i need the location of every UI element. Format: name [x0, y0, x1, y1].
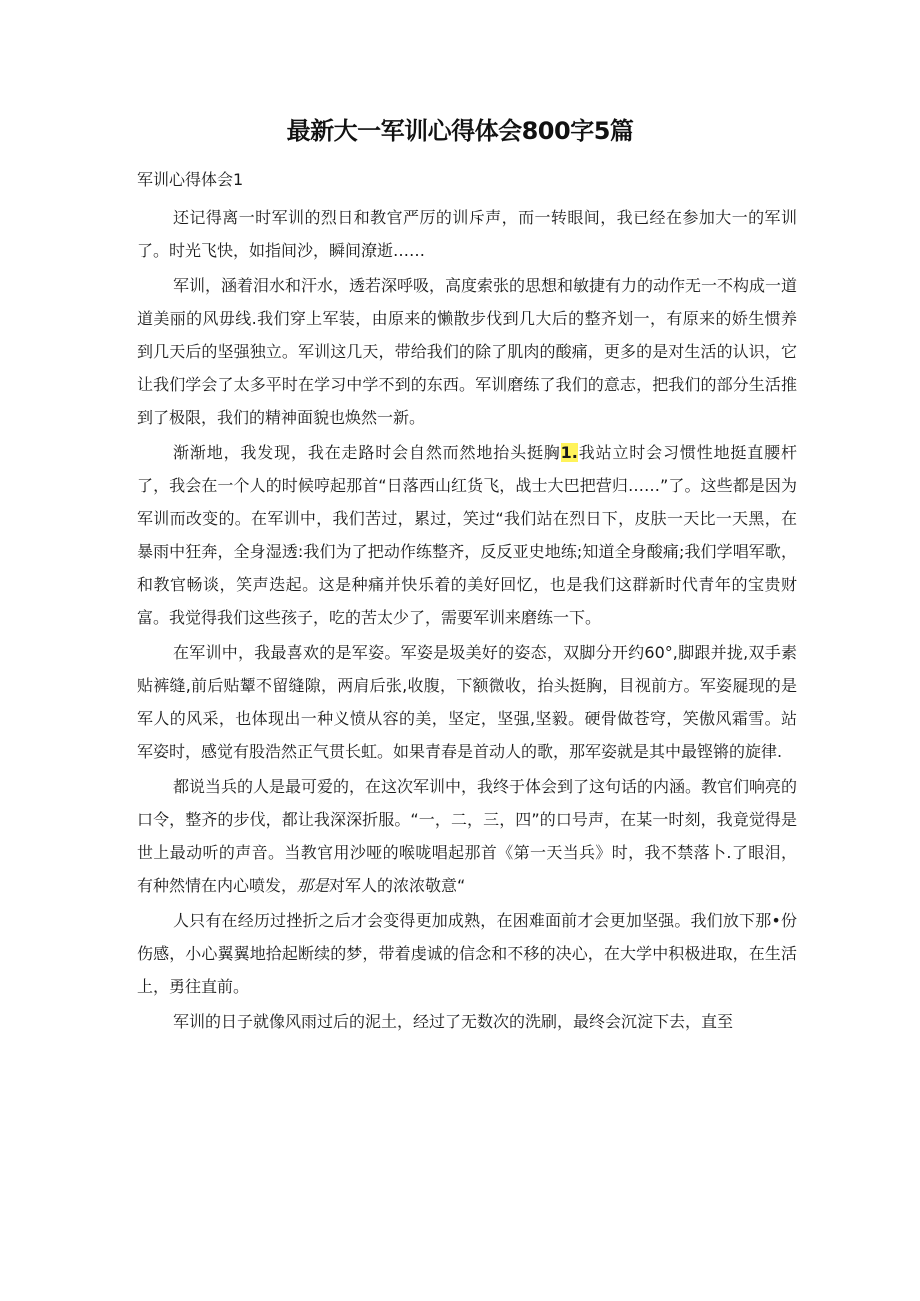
- paragraph-1: 还记得离一时军训的烈日和教官严厉的训斥声，而一转眼间，我已经在参加大一的军训了。时光飞快，如指间沙，瞬间潦逝……: [137, 208, 797, 260]
- document-body: [137, 201, 797, 1040]
- paragraph-6: 人只有在经历过挫折之后才会变得更加成熟，在困难面前才会更加坚强。我们放下那•份伤感，小心翼翼地拾起断续的梦，带着虔诚的信念和不移的决心，在大学中积极进取，在生活上，勇往直前。: [137, 911, 797, 996]
- paragraph-7: 军训的日子就像风雨过后的泥土，经过了无数次的洗刷，最终会沉淀下去，直至: [173, 1012, 734, 1031]
- paragraph-3: [137, 436, 797, 634]
- paragraph-3-text-a: 渐渐地，我发现，我在走路时会自然而然地抬头挺胸: [173, 443, 561, 462]
- paragraph-3-text-b: 我站立时会习惯性地挺直腰杆了，我会在一个人的时候哼起那首“日落西山红货飞，战士大巴把营归……”了。这些都是因为军训而改变的。在军训中，我们苦过，累过，笑过“我们站在烈日下，皮肤一天比一天黑，在暴雨中狂奔，全身湿透:我们为了把动作练整齐，反反亚史地练;知道全身酸痛;我们学唱军歌，和教官畅谈，笑声迭起。这是种痛并快乐着的美好回忆，也是我们这群新时代青年的宝贵财富。我觉得我们这些孩子，吃的苦太少了，需要军训来磨练一下。: [137, 443, 797, 627]
- paragraph-5-text-b: 对军人的浓浓敬意“: [329, 876, 466, 895]
- section-heading: 军训心得体会1: [137, 170, 244, 189]
- paragraph-4: 在军训中，我最喜欢的是军姿。军姿是圾美好的姿态，双脚分开约60°,脚跟并拢,双手素贴裤缝,前后贴颦不留缝隙，两肩后张,收腹，下额微收，抬头挺胸，目视前方。军姿屣现的是军人的风采，也体现出一种义愤从容的美，坚定，坚强,坚毅。硬骨做苍穹，笑傲风霜雪。站军姿时，感觉有股浩然正气贯长虹。如果青春是首动人的歌，那军姿就是其中最铿锵的旋律.: [137, 643, 797, 761]
- paragraph-5-italic: 那是: [297, 876, 330, 895]
- paragraph-2: 军训，涵着泪水和汗水，透若深呼吸，高度索张的思想和敏捷有力的动作无一不构成一道道美丽的风毋线.我们穿上军装，由原来的懒散步伐到几大后的整齐划一，有原来的娇生惯养到几天后的坚强独立。军训这几天，带给我们的除了肌肉的酸痛，更多的是对生活的认识，它让我们学会了太多平时在学习中学不到的东西。军训磨练了我们的意志，把我们的部分生活推到了极限，我们的精神面貌也焕然一新。: [137, 276, 798, 427]
- document-title: 最新大一军训心得体会800字5篇: [286, 117, 634, 145]
- paragraph-5-text-a: 都说当兵的人是最可爱的，在这次军训中，我终于体会到了这句话的内涵。教官们响亮的口令，整齐的步伐，都让我深深折服。“一，二，三，四”的口号声，在某一时刻，我竟觉得是世上最动听的声音。当教官用沙哑的喉咙唱起那首《第一天当兵》时，我不禁落卜.了眼泪，有种然情在内心喷发，: [137, 777, 798, 895]
- paragraph-5: [137, 770, 797, 902]
- highlight-marker: 1.: [560, 443, 578, 462]
